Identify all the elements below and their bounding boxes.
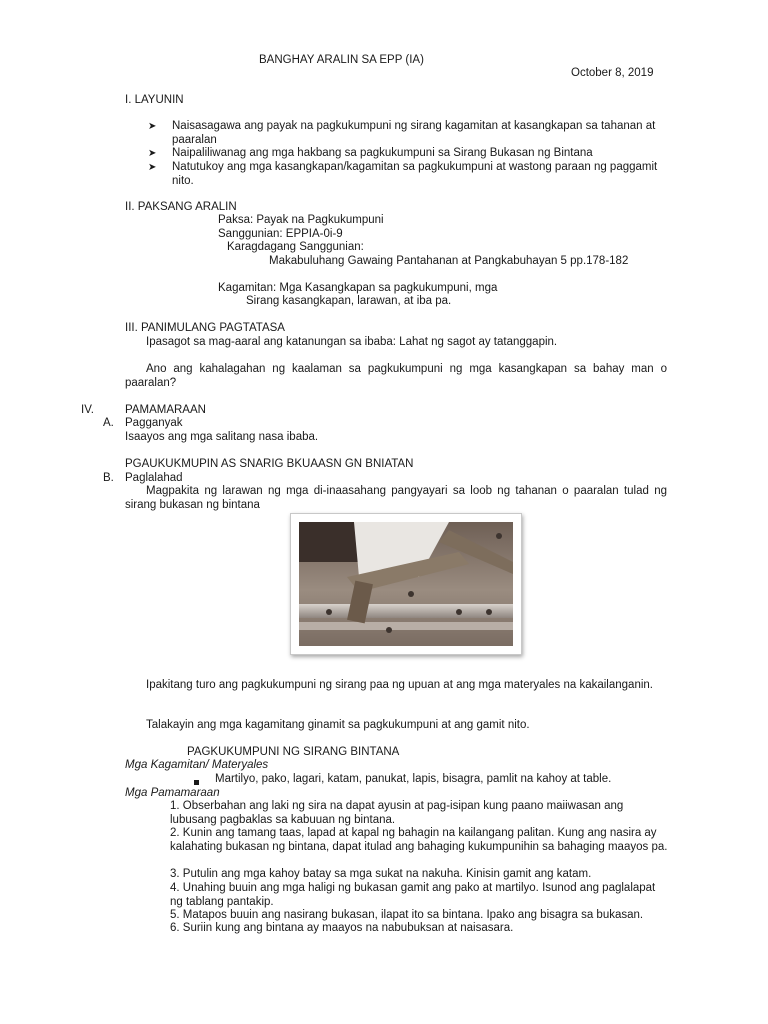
section-a-title: Pagganyak — [125, 417, 183, 429]
kagamitan-line-2: Sirang kasangkapan, larawan, at iba pa. — [246, 295, 452, 307]
step-item: 5. Matapos buuin ang nasirang bukasan, ilapat ito sa bintana. Ipako ang bisagra sa bukasan. — [170, 909, 644, 921]
arrow-bullet-icon: ➤ — [148, 162, 157, 173]
talakayin-paragraph: Talakayin ang mga kagamitang ginamit sa pagkukumpuni at ang gamit nito. — [146, 719, 530, 731]
pamamaraan-label — [125, 786, 220, 800]
layunin-item-2: Naipaliliwanag ang mga hakbang sa pagkukumpuni sa Sirang Bukasan ng Bintana — [172, 147, 593, 159]
materyales-label — [125, 758, 268, 772]
kagamitan-line-1: Kagamitan: Mga Kasangkapan sa pagkukumpuni, mga — [218, 282, 498, 294]
materyales-item: Martilyo, pako, lagari, katam, panukat, lapis, bisagra, pamlit na kahoy at table. — [215, 773, 612, 785]
layunin-item-1: Naisasagawa ang payak na pagkukumpuni ng sirang kagamitan at kasangkapan sa tahanan at paaralan — [172, 120, 656, 146]
section-b-text: Magpakita ng larawan ng mga di-inaasahang pangyayari sa loob ng tahanan o paaralan tulad ng sirang bukasan ng bintana — [125, 485, 667, 511]
step-item: 3. Putulin ang mga kahoy batay sa mga sukat na nakuha. Kinisin gamit ang katam. — [170, 868, 592, 880]
step-item: 2. Kunin ang tamang taas, lapad at kapal ng bahagin na kailangang palitan. Kung ang nasira ay kalahating bukasan ng bintana, dapat itulad ang bahaging kukumpunihin sa bahaging maayos pa. — [170, 827, 668, 853]
pamamaraan-label-text: Mga Pamamaraan — [125, 787, 220, 799]
section-b-letter: B. — [103, 472, 114, 484]
section-a-letter: A. — [103, 417, 114, 429]
document-date: October 8, 2019 — [571, 67, 654, 79]
step-item: 4. Unahing buuin ang mga haligi ng bukasan gamit ang pako at martilyo. Isunod ang paglalapat ng tablang pantakip. — [170, 882, 656, 908]
arrow-bullet-icon: ➤ — [148, 121, 157, 132]
panimulang-instruction: Ipasagot sa mag-aaral ang katanungan sa ibaba: Lahat ng sagot ay tatanggapin. — [146, 336, 558, 348]
section-b-title: Paglalahad — [125, 472, 183, 484]
ipakitang-paragraph: Ipakitang turo ang pagkukumpuni ng sirang paa ng upuan at ang mga materyales na kakailanganin. — [146, 679, 653, 691]
layunin-heading: I. LAYUNIN — [125, 94, 184, 106]
step-item: 1. Obserbahan ang laki ng sira na dapat ayusin at pag-isipan kung paano maiiwasan ang lubusang pagbaklas sa kabuuan ng bintana. — [170, 800, 624, 826]
panimulang-heading: III. PANIMULANG PAGTATASA — [125, 322, 285, 334]
sanggunian-line: Sanggunian: EPPIA-0i-9 — [218, 228, 343, 240]
pamamaraan-heading: PAMAMARAAN — [125, 404, 206, 416]
section-a-text: Isaayos ang mga salitang nasa ibaba. — [125, 431, 319, 443]
panimulang-question: Ano ang kahalagahan ng kaalaman sa pagkukumpuni ng mga kasangkapan sa bahay man o paaralan? — [125, 363, 667, 389]
paksang-aralin-heading: II. PAKSANG ARALIN — [125, 201, 237, 213]
karagdagang-label: Karagdagang Sanggunian: — [227, 241, 364, 253]
jumbled-words: PGAUKUKMUPIN AS SNARIG BKUAASN GN BNIATAN — [125, 458, 414, 470]
paksa-line: Paksa: Payak na Pagkukumpuni — [218, 214, 384, 226]
arrow-bullet-icon: ➤ — [148, 148, 157, 159]
pamamaraan-number: IV. — [81, 404, 95, 416]
karagdagang-value: Makabuluhang Gawaing Pantahanan at Pangkabuhayan 5 pp.178-182 — [269, 255, 629, 267]
step-item: 6. Suriin kung ang bintana ay maayos na nabubuksan at naisasara. — [170, 922, 514, 934]
pagkukumpuni-title: PAGKUKUMPUNI NG SIRANG BINTANA — [187, 746, 400, 758]
materyales-label-text: Mga Kagamitan/ Materyales — [125, 759, 269, 771]
layunin-item-3: Natutukoy ang mga kasangkapan/kagamitan sa pagkukumpuni at wastong paraan ng paggamit nito. — [172, 161, 658, 187]
document-title: BANGHAY ARALIN SA EPP (IA) — [259, 54, 424, 66]
broken-window-hinge-photo — [290, 513, 522, 655]
